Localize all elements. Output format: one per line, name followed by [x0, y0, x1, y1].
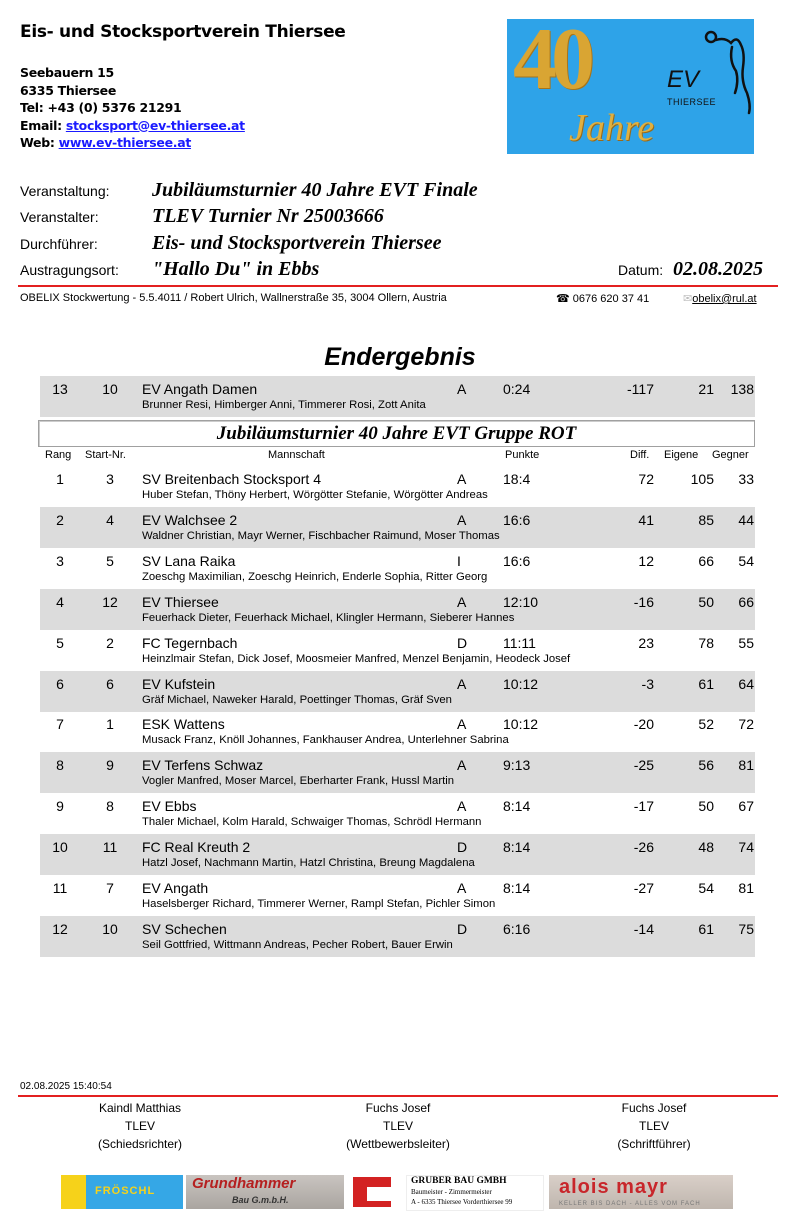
diff: 72 — [638, 471, 654, 487]
team-name: EV Kufstein — [142, 675, 216, 692]
team-name: EV Thiersee — [142, 593, 219, 610]
header-punkte: Punkte — [505, 449, 540, 461]
eigene: 50 — [698, 798, 714, 815]
sponsor-froeschl-text: FRÖSCHL — [95, 1185, 156, 1197]
diff: -17 — [633, 798, 654, 815]
team-class: A — [457, 381, 467, 397]
punkte: 10:12 — [503, 675, 539, 692]
team-class: D — [457, 839, 468, 856]
club-street: Seebauern 15 — [20, 65, 114, 80]
sponsor-froeschl — [61, 1175, 183, 1209]
punkte: 11:11 — [503, 634, 536, 651]
diff: -25 — [633, 757, 654, 774]
rang: 10 — [52, 839, 68, 856]
durchfuehrer-label: Durchführer: — [20, 236, 98, 252]
club-phone — [20, 99, 245, 117]
rang: 5 — [56, 634, 64, 651]
team-players: Waldner Christian, Mayr Werner, Fischbacher Raimund, Moser Thomas — [142, 529, 500, 542]
header-eigene: Eigene — [664, 449, 699, 461]
team-name: SV Schechen — [142, 920, 227, 937]
print-timestamp: 02.08.2025 15:40:54 — [20, 1081, 112, 1092]
table-row — [40, 793, 755, 834]
team-players: Haselsberger Richard, Timmerer Werner, Rampl Stefan, Pichler Simon — [142, 898, 496, 910]
team-name: SV Lana Raika — [142, 552, 236, 569]
sponsor-grundhammer-sub: Bau G.m.b.H. — [232, 1195, 289, 1205]
team-name: SV Breitenbach Stocksport 4 — [142, 471, 321, 487]
rang: 7 — [56, 716, 64, 733]
club-web — [20, 134, 245, 152]
eigene: 61 — [698, 675, 714, 692]
datum-value: 02.08.2025 — [673, 258, 763, 280]
header-diff: Diff. — [630, 449, 650, 461]
team-players: Gräf Michael, Naweker Harald, Poettinger Thomas, Gräf Sven — [142, 693, 452, 706]
envelope-icon: ✉ — [683, 293, 693, 305]
team-class: D — [457, 634, 468, 651]
phone-value: 0676 620 37 41 — [572, 293, 650, 305]
rang: 3 — [56, 552, 64, 569]
signature-name: Fuchs Josef — [365, 1101, 431, 1115]
header-team: Mannschaft — [268, 449, 325, 461]
gegner: 54 — [738, 552, 754, 569]
header-divider — [18, 285, 778, 287]
team-name: FC Tegernbach — [142, 634, 238, 651]
team-class: A — [457, 511, 467, 528]
tel-label: Tel: — [20, 100, 44, 115]
punkte: 8:14 — [503, 880, 531, 896]
veranstalter-label: Veranstalter: — [20, 209, 99, 225]
gegner: 64 — [738, 675, 754, 692]
diff: -26 — [633, 839, 654, 856]
table-row — [40, 466, 755, 507]
team-players: Huber Stefan, Thöny Herbert, Wörgötter Stefanie, Wörgötter Andreas — [142, 489, 488, 501]
table-row — [40, 916, 755, 957]
punkte: 9:13 — [503, 757, 531, 774]
logo-ev: EV — [667, 66, 700, 93]
table-row — [40, 711, 755, 752]
diff: -14 — [633, 920, 654, 937]
sponsor-grundhammer — [186, 1175, 344, 1209]
diff: 41 — [638, 511, 654, 528]
signature-schiedsrichter — [40, 1099, 240, 1153]
club-name: Eis- und Stocksportverein Thiersee — [20, 22, 346, 42]
rang: 1 — [56, 471, 64, 487]
gegner: 33 — [738, 471, 754, 487]
punkte: 10:12 — [503, 716, 539, 733]
punkte: 8:14 — [503, 839, 531, 856]
eigene: 21 — [698, 381, 714, 397]
eigene: 50 — [698, 593, 714, 610]
table-row — [40, 507, 755, 548]
sponsor-aloismayr-text: alois mayr — [559, 1176, 668, 1198]
eigene: 105 — [690, 471, 714, 487]
team-players: Feuerhack Dieter, Feuerhack Michael, Klingler Hermann, Sieberer Hannes — [142, 611, 515, 624]
signature-role: (Wettbewerbsleiter) — [346, 1137, 450, 1151]
rang: 13 — [52, 381, 68, 397]
anniversary-logo — [507, 19, 754, 154]
signature-name: Fuchs Josef — [621, 1101, 687, 1115]
team-name: EV Angath — [142, 880, 209, 896]
punkte: 12:10 — [503, 593, 539, 610]
punkte: 6:16 — [503, 920, 531, 937]
software-info: OBELIX Stockwertung - 5.5.4011 / Robert Ulrich, Wallnerstraße 35, 3004 Ollern, Austria — [20, 292, 447, 304]
table-row — [40, 875, 755, 916]
team-class: A — [457, 757, 467, 774]
table-row — [40, 752, 755, 793]
start-nr: 11 — [102, 839, 118, 856]
start-nr: 3 — [106, 471, 114, 487]
logo-number: 40 — [513, 19, 589, 108]
eigene: 54 — [698, 880, 714, 896]
signature-schriftfuehrer — [554, 1099, 754, 1153]
sponsor-grundhammer-text: Grundhammer — [192, 1175, 296, 1192]
table-row — [40, 548, 755, 589]
software-email — [683, 292, 757, 305]
start-nr: 8 — [106, 798, 114, 815]
start-nr: 9 — [106, 757, 114, 774]
ort-value: "Hallo Du" in Ebbs — [152, 258, 320, 280]
gegner: 138 — [730, 381, 754, 397]
sponsor-gruber-line1: Baumeister - Zimmermeister — [411, 1188, 492, 1196]
start-nr: 5 — [106, 552, 114, 569]
team-players: Vogler Manfred, Moser Marcel, Eberharter Frank, Hussl Martin — [142, 775, 455, 788]
signature-name: Kaindl Matthias — [98, 1101, 182, 1115]
table-row — [40, 834, 755, 875]
gegner: 72 — [738, 716, 754, 733]
start-nr: 2 — [106, 634, 114, 651]
curler-figure-icon — [703, 25, 753, 125]
diff: 12 — [638, 552, 654, 569]
web-label: Web: — [20, 135, 55, 150]
gegner: 75 — [738, 920, 754, 937]
team-name: EV Ebbs — [142, 798, 197, 815]
eigene: 56 — [698, 757, 714, 774]
signature-wettbewerbsleiter — [298, 1099, 498, 1153]
eigene: 52 — [698, 716, 714, 733]
header-gegner: Gegner — [712, 449, 749, 461]
team-class: A — [457, 593, 467, 610]
diff: 23 — [638, 634, 654, 651]
start-nr: 10 — [102, 920, 118, 937]
signature-org: TLEV — [382, 1119, 413, 1133]
gegner: 66 — [738, 593, 754, 610]
rang: 6 — [56, 675, 64, 692]
gegner: 74 — [738, 839, 754, 856]
team-class: I — [457, 552, 461, 569]
gegner: 55 — [738, 634, 754, 651]
team-players: Zoeschg Maximilian, Zoeschg Heinrich, Enderle Sophia, Ritter Georg — [142, 570, 488, 583]
header-rang: Rang — [45, 449, 72, 461]
sponsor-gruber-line2: A - 6335 Thiersee Vorderthiersee 99 — [411, 1198, 513, 1206]
table-row — [40, 589, 755, 630]
team-name: EV Angath Damen — [142, 381, 258, 397]
diff: -117 — [627, 381, 654, 397]
eigene: 78 — [698, 634, 714, 651]
team-players: Brunner Resi, Himberger Anni, Timmerer Rosi, Zott Anita — [142, 399, 426, 411]
table-row — [40, 671, 755, 712]
eigene: 48 — [698, 839, 714, 856]
signature-role: (Schriftführer) — [617, 1137, 691, 1151]
table-row — [40, 376, 755, 417]
start-nr: 10 — [102, 381, 118, 397]
punkte: 18:4 — [503, 471, 531, 487]
team-name: EV Terfens Schwaz — [142, 757, 264, 774]
team-players: Musack Franz, Knöll Johannes, Fankhauser Andrea, Unterlehner Sabrina — [142, 734, 509, 747]
logo-place: THIERSEE — [667, 97, 717, 107]
page-title: Endergebnis — [324, 343, 476, 371]
team-class: A — [457, 675, 467, 692]
punkte: 16:6 — [503, 511, 531, 528]
eigene: 85 — [698, 511, 714, 528]
diff: -3 — [641, 675, 654, 692]
diff: -27 — [633, 880, 654, 896]
footer-divider — [18, 1095, 778, 1097]
durchfuehrer-value: Eis- und Stocksportverein Thiersee — [152, 232, 442, 254]
team-class: A — [457, 716, 467, 733]
diff: -16 — [633, 593, 654, 610]
team-name: EV Walchsee 2 — [142, 511, 238, 528]
email-link[interactable]: stocksport@ev-thiersee.at — [65, 117, 245, 133]
start-nr: 7 — [106, 880, 114, 896]
rang: 4 — [56, 593, 64, 610]
team-class: D — [457, 920, 468, 937]
veranstaltung-value: Jubiläumsturnier 40 Jahre EVT Finale — [152, 179, 478, 201]
logo-word: Jahre — [569, 107, 655, 149]
start-nr: 1 — [106, 716, 114, 733]
sponsor-aloismayr-sub: KELLER BIS DACH - ALLES VOM FACH — [559, 1201, 701, 1207]
eigene: 66 — [698, 552, 714, 569]
eigene: 61 — [698, 920, 714, 937]
start-nr: 12 — [102, 593, 118, 610]
rang: 2 — [56, 511, 64, 528]
team-class: A — [457, 471, 467, 487]
table-row — [40, 630, 755, 671]
tel-value: +43 (0) 5376 21291 — [47, 100, 182, 115]
phone-icon: ☎ — [556, 293, 570, 305]
rang: 8 — [56, 757, 64, 774]
team-players: Thaler Michael, Kolm Harald, Schwaiger Thomas, Schrödl Hermann — [142, 816, 482, 829]
signature-org: TLEV — [124, 1119, 155, 1133]
punkte: 16:6 — [503, 552, 531, 569]
team-name: ESK Wattens — [142, 716, 225, 733]
signature-org: TLEV — [638, 1119, 669, 1133]
ort-label: Austragungsort: — [20, 262, 119, 278]
team-players: Seil Gottfried, Wittmann Andreas, Pecher Robert, Bauer Erwin — [142, 938, 453, 951]
group-title: Jubiläumsturnier 40 Jahre EVT Gruppe ROT — [38, 420, 755, 447]
punkte: 8:14 — [503, 798, 531, 815]
gegner: 81 — [738, 757, 754, 774]
software-phone — [556, 292, 649, 305]
team-class: A — [457, 880, 467, 896]
gegner: 81 — [738, 880, 754, 896]
software-email-link[interactable]: obelix@rul.at — [692, 293, 757, 305]
rang: 12 — [52, 920, 68, 937]
rang: 9 — [56, 798, 64, 815]
rang: 11 — [52, 880, 68, 896]
email-label: Email: — [20, 117, 62, 133]
veranstalter-value: TLEV Turnier Nr 25003666 — [152, 205, 384, 227]
start-nr: 4 — [106, 511, 114, 528]
signature-role: (Schiedsrichter) — [97, 1137, 183, 1151]
diff: -20 — [633, 716, 654, 733]
web-link[interactable]: www.ev-thiersee.at — [58, 135, 192, 150]
sponsor-gruber-text: GRUBER BAU GMBH — [411, 1176, 507, 1186]
team-players: Hatzl Josef, Nachmann Martin, Hatzl Christina, Breung Magdalena — [142, 857, 475, 870]
veranstaltung-label: Veranstaltung: — [20, 183, 110, 199]
gegner: 67 — [738, 798, 754, 815]
club-city: 6335 Thiersee — [20, 82, 116, 98]
team-players: Heinzlmair Stefan, Dick Josef, Moosmeier Manfred, Menzel Benjamin, Heodeck Josef — [142, 652, 571, 665]
team-class: A — [457, 798, 467, 815]
sponsor-gruber-logo — [351, 1175, 395, 1209]
gegner: 44 — [738, 511, 754, 528]
start-nr: 6 — [106, 675, 114, 692]
sponsor-gruber — [406, 1175, 544, 1211]
sponsor-bar — [0, 1175, 800, 1209]
datum-label: Datum: — [618, 262, 664, 278]
header-start: Start-Nr. — [85, 449, 126, 461]
club-email — [20, 117, 245, 135]
punkte: 0:24 — [503, 381, 531, 397]
club-address — [20, 64, 245, 152]
team-name: FC Real Kreuth 2 — [142, 839, 251, 856]
sponsor-aloismayr — [549, 1175, 733, 1209]
